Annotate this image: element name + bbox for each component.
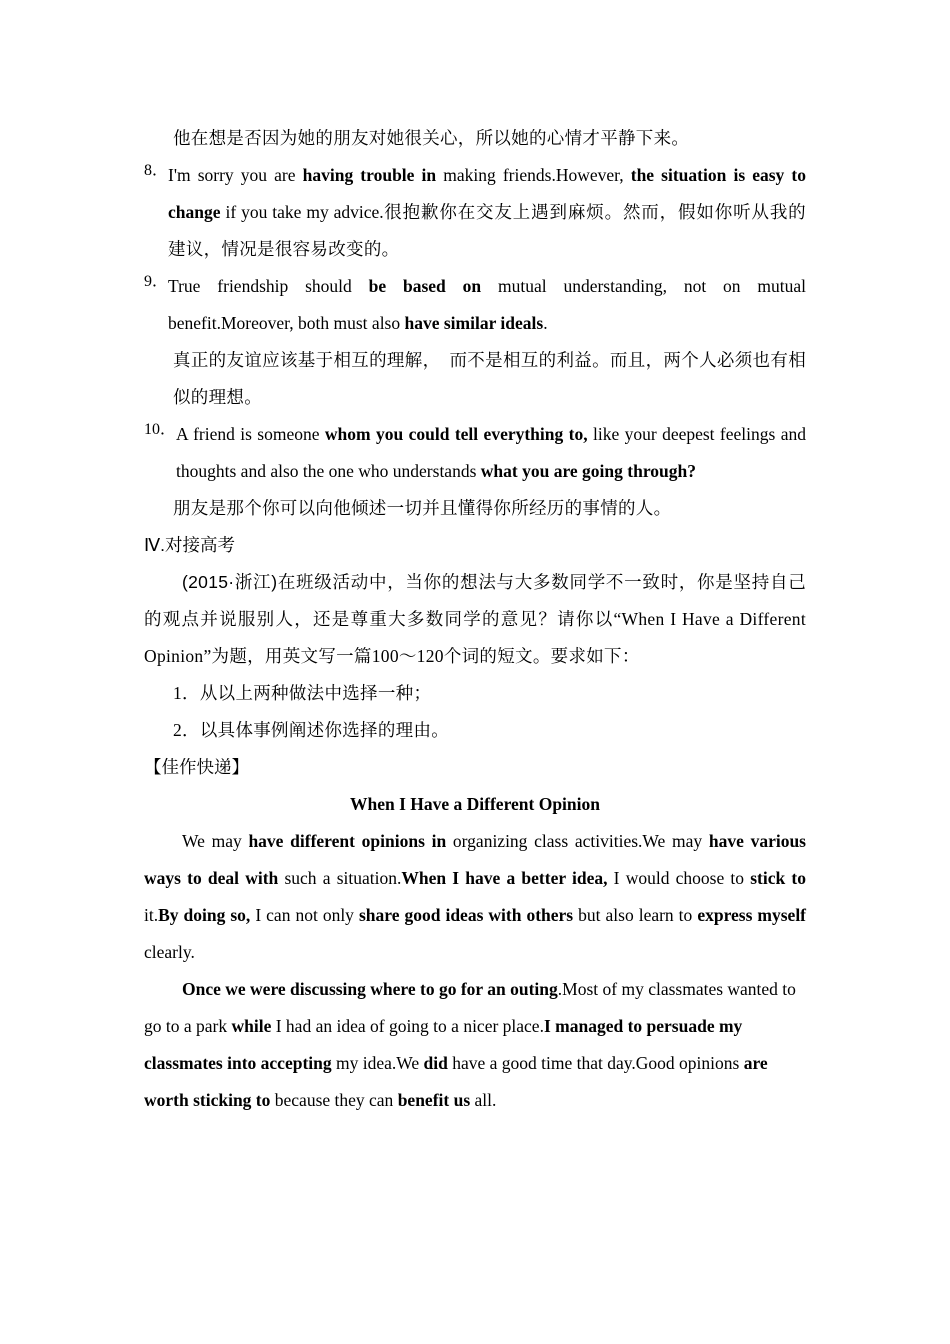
bold-phrase: while — [231, 1016, 272, 1036]
text-run: all. — [470, 1090, 497, 1110]
bold-phrase: Once we were discussing where to go for an outing — [182, 979, 558, 999]
bold-phrase: did — [423, 1053, 448, 1073]
example-item-10 — [144, 416, 806, 490]
requirement-1: 1．从以上两种做法中选择一种； — [173, 683, 432, 703]
document-page — [144, 120, 806, 1119]
item-10-translation: 朋友是那个你可以向他倾述一切并且懂得你所经历的事情的人。 — [173, 498, 672, 518]
essay-label: 【佳作快递】 — [144, 757, 249, 777]
text-run: I would choose to — [607, 868, 751, 888]
translation-line: 他在想是否因为她的朋友对她很关心，所以她的心情才平静下来。 — [173, 128, 690, 148]
section-heading: Ⅳ.对接高考 — [144, 535, 236, 555]
item-text: I'm sorry you are having trouble in making friends.However, the situation is easy to change if you take my advice.很抱歉你在交友上遇到麻烦。然而，假如你听从我的建议，情况是很容易改变的。 — [168, 165, 806, 259]
text-run: organizing class activities.We may — [446, 831, 709, 851]
requirement-2: 2．以具体事例阐述你选择的理由。 — [173, 720, 450, 740]
text-run: it. — [144, 905, 159, 925]
bold-phrase: express myself — [697, 905, 807, 925]
example-item-8 — [144, 157, 806, 268]
item-number: 9． — [144, 273, 169, 290]
bold-phrase: stick to — [750, 868, 807, 888]
essay-paragraph-2 — [144, 971, 806, 1119]
item-number: 8． — [144, 162, 169, 179]
text-run: such a situation. — [278, 868, 402, 888]
item-9-translation: 真正的友谊应该基于相互的理解， 而不是相互的利益。而且，两个人必须也有相似的理想。 — [173, 350, 806, 407]
bold-phrase: I managed to persuade my classmates into accepting — [144, 1016, 743, 1073]
bold-phrase: are worth sticking to — [144, 1053, 768, 1110]
text-run: have a good time that day.Good opinions — [447, 1053, 744, 1073]
bold-phrase: benefit us — [397, 1090, 471, 1110]
text-run: because they can — [270, 1090, 398, 1110]
writing-task: (2015·浙江)在班级活动中，当你的想法与大多数同学不一致时，你是坚持自己的观点并说服别人，还是尊重大多数同学的意见？请你以“When I Have a Different Opinion”为题，用英文写一篇100～120个词的短文。要求如下： — [144, 572, 806, 666]
text-run: clearly. — [144, 942, 195, 962]
example-item-9 — [144, 268, 806, 342]
bold-phrase: When I have a better idea, — [401, 868, 608, 888]
essay-title: When I Have a Different Opinion — [349, 794, 601, 814]
essay-paragraph-1 — [144, 823, 806, 971]
text-run: .Most of my classmates wanted to go to a park — [144, 979, 796, 1036]
bold-phrase: have different opinions in — [248, 831, 447, 851]
item-text: True friendship should be based on mutual understanding, not on mutual benefit.Moreover, both must also have similar ideals. — [168, 276, 807, 333]
text-run: I had an idea of going to a nicer place. — [271, 1016, 544, 1036]
text-run: We may — [182, 831, 249, 851]
item-number: 10． — [144, 421, 177, 438]
text-run: my idea.We — [331, 1053, 424, 1073]
bold-phrase: share good ideas with others — [358, 905, 574, 925]
text-run: I can not only — [250, 905, 359, 925]
text-run: but also learn to — [573, 905, 698, 925]
item-text: A friend is someone whom you could tell everything to, like your deepest feelings and thoughts and also the one who understands what you are going through? — [176, 424, 806, 481]
bold-phrase: By doing so, — [158, 905, 251, 925]
bold-phrase: have various ways to deal with — [144, 831, 806, 888]
